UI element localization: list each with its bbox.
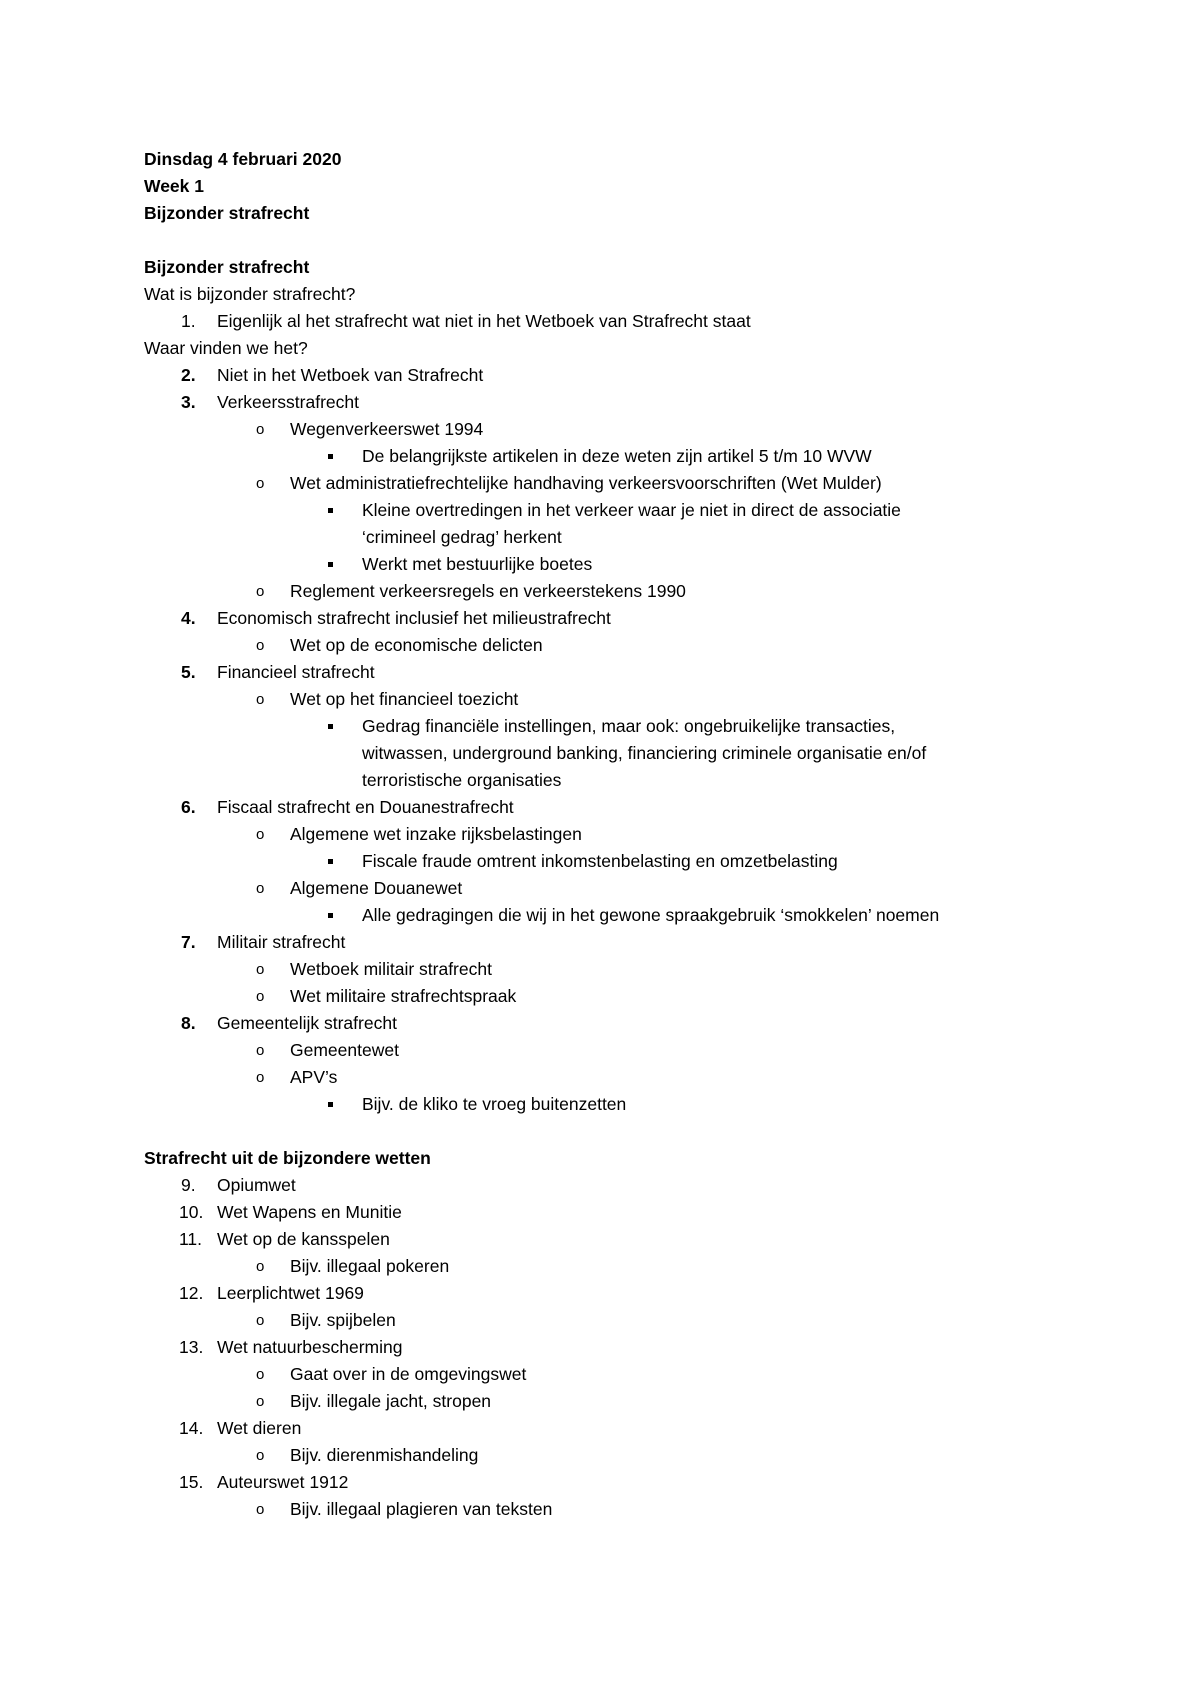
list-item	[0, 389, 1200, 416]
continuation-line	[0, 767, 1200, 794]
sub-sub-list-item-text: Werkt met bestuurlijke boetes	[362, 554, 593, 574]
sub-list-item-text: Gemeentewet	[290, 1040, 399, 1060]
sub-list-item-text: Bijv. illegale jacht, stropen	[290, 1391, 492, 1411]
circle-bullet-icon: o	[256, 583, 265, 600]
list-item	[0, 308, 1200, 335]
list-item-text: Wet op de kansspelen	[217, 1229, 390, 1249]
sub-list-item-text: APV’s	[290, 1067, 338, 1087]
sub-sub-list-item-text: witwassen, underground banking, financiering criminele organisatie en/of	[362, 743, 927, 763]
question-text: Waar vinden we het?	[144, 338, 308, 358]
list-number: 1.	[181, 311, 196, 331]
list-item-text: Economisch strafrecht inclusief het milieustrafrecht	[217, 608, 611, 628]
list-item	[0, 1199, 1200, 1226]
list-item-text: Leerplichtwet 1969	[217, 1283, 364, 1303]
sub-list-item	[0, 1307, 1200, 1334]
list-item-text: Gemeentelijk strafrecht	[217, 1013, 397, 1033]
list-item	[0, 362, 1200, 389]
list-number: 7.	[181, 932, 196, 952]
list-item-text: Fiscaal strafrecht en Douanestrafrecht	[217, 797, 514, 817]
course-heading: Bijzonder strafrecht	[144, 203, 310, 223]
sub-list-item	[0, 1496, 1200, 1523]
list-item	[0, 1334, 1200, 1361]
list-number: 15.	[179, 1472, 204, 1492]
sub-list-item-text: Gaat over in de omgevingswet	[290, 1364, 527, 1384]
sub-list-item	[0, 821, 1200, 848]
circle-bullet-icon: o	[256, 1069, 265, 1086]
sub-sub-list-item	[0, 551, 1200, 578]
sub-sub-list-item-text: ‘crimineel gedrag’ herkent	[362, 527, 562, 547]
circle-bullet-icon: o	[256, 1501, 265, 1518]
list-item	[0, 1469, 1200, 1496]
list-item	[0, 1415, 1200, 1442]
week-line	[0, 173, 1200, 200]
sub-list-item	[0, 416, 1200, 443]
circle-bullet-icon: o	[256, 1447, 265, 1464]
list-item	[0, 605, 1200, 632]
list-item	[0, 794, 1200, 821]
list-item	[0, 1172, 1200, 1199]
sub-list-item	[0, 1388, 1200, 1415]
sub-list-item	[0, 632, 1200, 659]
list-item-text: Verkeersstrafrecht	[217, 392, 359, 412]
section-heading-line	[0, 254, 1200, 281]
sub-list-item-text: Wetboek militair strafrecht	[290, 959, 492, 979]
section-heading: Strafrecht uit de bijzondere wetten	[144, 1148, 431, 1168]
list-number: 4.	[181, 608, 196, 628]
sub-list-item	[0, 470, 1200, 497]
list-item	[0, 659, 1200, 686]
sub-list-item-text: Wet op het financieel toezicht	[290, 689, 519, 709]
circle-bullet-icon: o	[256, 880, 265, 897]
list-item-text: Financieel strafrecht	[217, 662, 375, 682]
list-number: 9.	[181, 1175, 196, 1195]
sub-list-item-text: Bijv. spijbelen	[290, 1310, 396, 1330]
question-text: Wat is bijzonder strafrecht?	[144, 284, 356, 304]
sub-list-item-text: Wegenverkeerswet 1994	[290, 419, 484, 439]
circle-bullet-icon: o	[256, 421, 265, 438]
sub-list-item-text: Wet militaire strafrechtspraak	[290, 986, 517, 1006]
sub-sub-list-item	[0, 902, 1200, 929]
sub-list-item-text: Algemene Douanewet	[290, 878, 463, 898]
square-bullet-icon	[328, 508, 333, 513]
circle-bullet-icon: o	[256, 826, 265, 843]
sub-sub-list-item	[0, 713, 1200, 740]
sub-sub-list-item	[0, 443, 1200, 470]
list-number: 14.	[179, 1418, 204, 1438]
sub-sub-list-item	[0, 497, 1200, 524]
circle-bullet-icon: o	[256, 475, 265, 492]
section-heading-line	[0, 1145, 1200, 1172]
section-heading: Bijzonder strafrecht	[144, 257, 310, 277]
list-item-text: Wet natuurbescherming	[217, 1337, 403, 1357]
sub-list-item	[0, 1442, 1200, 1469]
list-item	[0, 1280, 1200, 1307]
list-number: 3.	[181, 392, 196, 412]
list-item-text: Militair strafrecht	[217, 932, 346, 952]
list-item-text: Auteurswet 1912	[217, 1472, 349, 1492]
square-bullet-icon	[328, 913, 333, 918]
sub-list-item-text: Wet op de economische delicten	[290, 635, 543, 655]
circle-bullet-icon: o	[256, 988, 265, 1005]
question-line	[0, 335, 1200, 362]
square-bullet-icon	[328, 859, 333, 864]
sub-list-item	[0, 1064, 1200, 1091]
circle-bullet-icon: o	[256, 691, 265, 708]
sub-sub-list-item-text: terroristische organisaties	[362, 770, 562, 790]
question-line	[0, 281, 1200, 308]
sub-sub-list-item-text: Gedrag financiële instellingen, maar ook: ongebruikelijke transacties,	[362, 716, 896, 736]
list-item-text: Wet dieren	[217, 1418, 302, 1438]
list-item-text: Eigenlijk al het strafrecht wat niet in het Wetboek van Strafrecht staat	[217, 311, 751, 331]
sub-list-item	[0, 578, 1200, 605]
sub-list-item-text: Reglement verkeersregels en verkeerstekens 1990	[290, 581, 686, 601]
list-item	[0, 1226, 1200, 1253]
list-item-text: Niet in het Wetboek van Strafrecht	[217, 365, 484, 385]
square-bullet-icon	[328, 454, 333, 459]
square-bullet-icon	[328, 1102, 333, 1107]
sub-list-item-text: Bijv. dierenmishandeling	[290, 1445, 479, 1465]
list-number: 10.	[179, 1202, 204, 1222]
date-heading: Dinsdag 4 februari 2020	[144, 149, 342, 169]
list-number: 8.	[181, 1013, 196, 1033]
circle-bullet-icon: o	[256, 1258, 265, 1275]
list-number: 11.	[179, 1229, 203, 1249]
circle-bullet-icon: o	[256, 1312, 265, 1329]
sub-sub-list-item	[0, 1091, 1200, 1118]
square-bullet-icon	[328, 562, 333, 567]
sub-list-item-text: Bijv. illegaal pokeren	[290, 1256, 450, 1276]
square-bullet-icon	[328, 724, 333, 729]
sub-sub-list-item-text: Fiscale fraude omtrent inkomstenbelasting en omzetbelasting	[362, 851, 838, 871]
date-line	[0, 146, 1200, 173]
sub-list-item	[0, 875, 1200, 902]
sub-list-item	[0, 1037, 1200, 1064]
list-number: 5.	[181, 662, 196, 682]
list-number: 12.	[179, 1283, 204, 1303]
sub-sub-list-item-text: De belangrijkste artikelen in deze weten zijn artikel 5 t/m 10 WVW	[362, 446, 872, 466]
sub-sub-list-item-text: Kleine overtredingen in het verkeer waar je niet in direct de associatie	[362, 500, 901, 520]
continuation-line	[0, 740, 1200, 767]
week-heading: Week 1	[144, 176, 204, 196]
circle-bullet-icon: o	[256, 1042, 265, 1059]
sub-list-item	[0, 686, 1200, 713]
course-line	[0, 200, 1200, 227]
list-item-text: Wet Wapens en Munitie	[217, 1202, 402, 1222]
sub-list-item-text: Wet administratiefrechtelijke handhaving verkeersvoorschriften (Wet Mulder)	[290, 473, 882, 493]
continuation-line	[0, 524, 1200, 551]
list-number: 2.	[181, 365, 196, 385]
sub-sub-list-item-text: Bijv. de kliko te vroeg buitenzetten	[362, 1094, 627, 1114]
sub-sub-list-item	[0, 848, 1200, 875]
sub-sub-list-item-text: Alle gedragingen die wij in het gewone spraakgebruik ‘smokkelen’ noemen	[362, 905, 940, 925]
sub-list-item	[0, 956, 1200, 983]
list-item	[0, 929, 1200, 956]
circle-bullet-icon: o	[256, 1366, 265, 1383]
circle-bullet-icon: o	[256, 637, 265, 654]
circle-bullet-icon: o	[256, 961, 265, 978]
sub-list-item	[0, 1253, 1200, 1280]
list-number: 6.	[181, 797, 196, 817]
sub-list-item-text: Bijv. illegaal plagieren van teksten	[290, 1499, 553, 1519]
circle-bullet-icon: o	[256, 1393, 265, 1410]
list-number: 13.	[179, 1337, 204, 1357]
sub-list-item	[0, 983, 1200, 1010]
list-item-text: Opiumwet	[217, 1175, 296, 1195]
sub-list-item	[0, 1361, 1200, 1388]
list-item	[0, 1010, 1200, 1037]
sub-list-item-text: Algemene wet inzake rijksbelastingen	[290, 824, 582, 844]
